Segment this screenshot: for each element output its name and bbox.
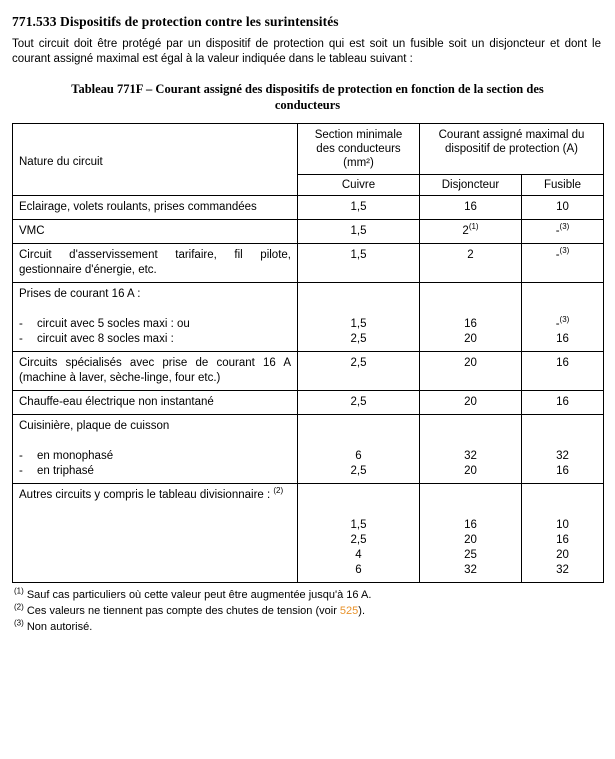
row-fusible: 32 — [556, 450, 569, 462]
row-label: Cuisinière, plaque de cuisson — [19, 420, 170, 432]
row-disjoncteur: 16 — [420, 196, 522, 220]
section-title: 771.533 Dispositifs de protection contre les surintensités — [12, 14, 339, 29]
footnote-marker: (2) — [273, 486, 284, 496]
row-section: 1,5 — [298, 196, 420, 220]
footnote-1 — [14, 587, 603, 603]
row-section: 2,5 — [350, 465, 367, 477]
row-section: 1,5 — [298, 220, 420, 244]
row-disjoncteur: 20 — [464, 333, 477, 345]
row-fusible-value: - — [555, 249, 560, 261]
row-fusible: 10 — [522, 196, 604, 220]
row-label-group — [13, 415, 298, 484]
row-fusible-group — [522, 484, 604, 583]
row-label: Eclairage, volets roulants, prises commandées — [13, 196, 298, 220]
header-fusible: Fusible — [522, 175, 604, 196]
row-label: Circuits spécialisés avec prise de courant 16 A (machine à laver, sèche-linge, four etc.) — [13, 352, 298, 391]
subline-text: circuit avec 5 socles maxi : ou — [37, 318, 190, 330]
row-disjoncteur — [420, 220, 522, 244]
subline-text: en monophasé — [37, 450, 114, 462]
row-label: Chauffe-eau électrique non instantané — [13, 391, 298, 415]
row-fusible — [522, 244, 604, 283]
row-disjoncteur-group — [420, 484, 522, 583]
dash-marker: - — [19, 333, 23, 345]
row-label: Prises de courant 16 A : — [19, 288, 141, 300]
row-label: VMC — [13, 220, 298, 244]
row-label-text: Autres circuits y compris le tableau divisionnaire : — [19, 489, 271, 501]
footnote-text: Non autorisé. — [26, 621, 93, 633]
intro-paragraph: Tout circuit doit être protégé par un dispositif de protection qui est soit un fusible soit un disjoncteur et dont le courant assigné maximal est égal à la valeur indiquée dans le tableau suivant : — [12, 38, 601, 65]
header-courant-assigne: Courant assigné maximal du dispositif de protection (A) — [420, 124, 604, 175]
row-section-group — [298, 283, 420, 352]
subline-text: en triphasé — [37, 465, 94, 477]
header-section-minimale: Section minimale des conducteurs (mm²) — [298, 124, 420, 175]
row-fusible-value: - — [555, 318, 560, 330]
footnote-3 — [14, 619, 603, 635]
footnote-marker: (2) — [14, 602, 24, 612]
table-row — [13, 244, 604, 283]
row-disjoncteur-value: 2 — [462, 225, 469, 237]
table-row — [13, 196, 604, 220]
row-subline — [19, 449, 291, 464]
subline-text: circuit avec 8 socles maxi : — [37, 333, 174, 345]
row-disjoncteur: 32 — [464, 450, 477, 462]
dash-marker: - — [19, 450, 23, 462]
row-fusible-group — [522, 283, 604, 352]
row-subline — [19, 332, 291, 347]
footnote-text: Ces valeurs ne tiennent pas compte des chutes de tension (voir — [26, 605, 340, 617]
row-section: 6 — [355, 450, 362, 462]
row-disjoncteur-group — [420, 283, 522, 352]
row-section: 2,5 — [298, 391, 420, 415]
footnote-text: Sauf cas particuliers où cette valeur peut être augmentée jusqu'à 16 A. — [26, 589, 372, 601]
row-disjoncteur: 20 — [464, 465, 477, 477]
footnotes — [12, 587, 603, 635]
header-nature-du-circuit: Nature du circuit — [13, 124, 298, 196]
footnote-marker: (1) — [468, 222, 479, 232]
row-section: 4 — [355, 549, 362, 561]
footnote-marker: (1) — [14, 586, 24, 596]
dash-marker: - — [19, 318, 23, 330]
cross-reference-link[interactable]: 525 — [339, 605, 359, 617]
protection-devices-table — [12, 123, 604, 583]
row-disjoncteur: 20 — [464, 534, 477, 546]
row-disjoncteur: 2 — [420, 244, 522, 283]
row-fusible-group — [522, 415, 604, 484]
row-fusible: 20 — [556, 549, 569, 561]
row-label: Circuit d'asservissement tarifaire, fil pilote, gestionnaire d'énergie, etc. — [13, 244, 298, 283]
table-row — [13, 415, 604, 484]
table-row — [13, 484, 604, 583]
row-fusible: 16 — [556, 534, 569, 546]
row-fusible: 16 — [556, 465, 569, 477]
row-fusible — [522, 220, 604, 244]
table-row — [13, 352, 604, 391]
table-row — [13, 391, 604, 415]
row-disjoncteur: 16 — [464, 318, 477, 330]
row-label-group — [13, 484, 298, 583]
row-disjoncteur: 32 — [464, 564, 477, 576]
row-subline — [19, 464, 291, 479]
row-section: 2,5 — [350, 333, 367, 345]
header-cuivre: Cuivre — [298, 175, 420, 196]
row-label — [19, 488, 291, 503]
table-header-row — [13, 124, 604, 175]
row-disjoncteur: 25 — [464, 549, 477, 561]
row-fusible — [528, 317, 597, 332]
row-section: 6 — [355, 564, 362, 576]
row-disjoncteur: 20 — [420, 391, 522, 415]
row-disjoncteur: 20 — [420, 352, 522, 391]
row-section: 1,5 — [350, 519, 367, 531]
row-fusible: 16 — [522, 391, 604, 415]
row-fusible: 16 — [556, 333, 569, 345]
row-section: 1,5 — [350, 318, 367, 330]
footnote-marker: (3) — [559, 246, 570, 256]
row-disjoncteur: 16 — [464, 519, 477, 531]
header-disjoncteur: Disjoncteur — [420, 175, 522, 196]
footnote-2 — [14, 603, 603, 619]
row-section: 2,5 — [298, 352, 420, 391]
row-fusible-value: - — [555, 225, 560, 237]
footnote-text-end: ). — [358, 605, 366, 617]
table-row — [13, 220, 604, 244]
row-fusible: 16 — [522, 352, 604, 391]
row-label-group — [13, 283, 298, 352]
row-fusible: 10 — [556, 519, 569, 531]
footnote-marker: (3) — [14, 618, 24, 628]
footnote-marker: (3) — [559, 315, 570, 325]
row-section: 2,5 — [350, 534, 367, 546]
row-section-group — [298, 415, 420, 484]
dash-marker: - — [19, 465, 23, 477]
row-fusible: 32 — [556, 564, 569, 576]
row-subline — [19, 317, 291, 332]
table-row — [13, 283, 604, 352]
row-section-group — [298, 484, 420, 583]
row-disjoncteur-group — [420, 415, 522, 484]
table-caption: Tableau 771F – Courant assigné des dispositifs de protection en fonction de la section des conducteurs — [71, 82, 544, 112]
footnote-marker: (3) — [559, 222, 570, 232]
row-section: 1,5 — [298, 244, 420, 283]
